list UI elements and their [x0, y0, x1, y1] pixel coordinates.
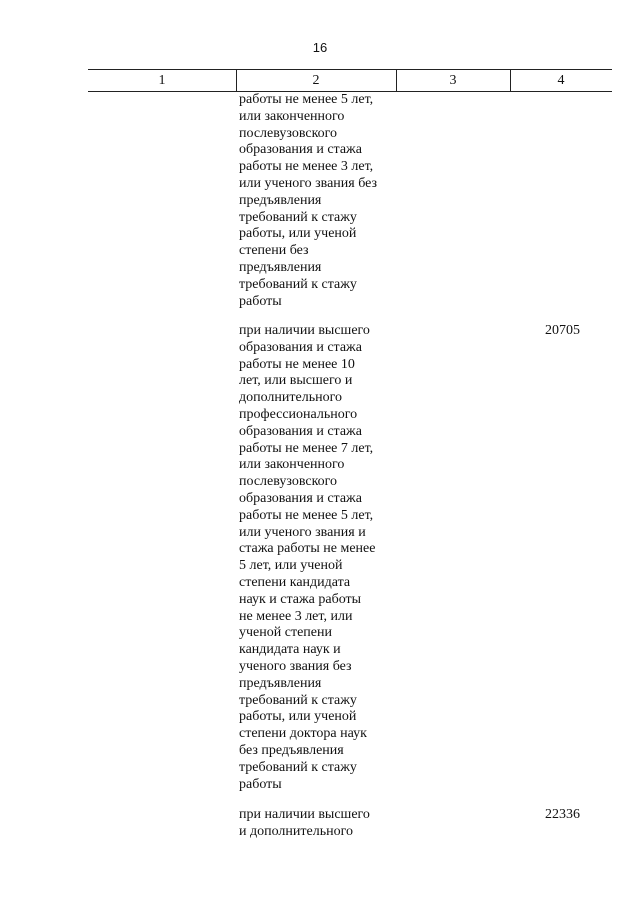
text-line: предъявления	[239, 675, 322, 691]
text-line: послевузовского	[239, 125, 338, 141]
text-line: работы	[239, 776, 282, 792]
qualification-text-3	[239, 807, 409, 841]
text-line: послевузовского	[239, 474, 338, 490]
text-line: работы не менее 5 лет,	[239, 507, 374, 523]
text-line: работы	[239, 293, 282, 309]
salary-amount-2: 22336	[545, 807, 580, 822]
text-line: требований к стажу	[239, 692, 357, 708]
text-line: степени без	[239, 243, 309, 259]
qualification-text-2	[239, 323, 409, 793]
qualification-text-1	[239, 92, 409, 310]
column-header-4: 4	[557, 73, 565, 88]
text-line: степени доктора наук	[239, 726, 367, 742]
salary-amount-1: 20705	[545, 323, 580, 338]
text-line: 5 лет, или ученой	[239, 558, 343, 574]
text-line: наук и стажа работы	[239, 591, 362, 607]
text-line: образования и стажа	[239, 339, 362, 355]
text-line: ученого звания без	[239, 658, 352, 674]
column-header-2: 2	[312, 73, 320, 88]
text-line: профессионального	[239, 406, 358, 422]
page-number: 16	[312, 40, 328, 55]
text-line: образования и стажа	[239, 142, 362, 158]
text-line: не менее 3 лет, или	[239, 608, 353, 624]
text-line: предъявления	[239, 259, 322, 275]
text-line: ученой степени	[239, 625, 332, 641]
text-line: работы не менее 3 лет,	[239, 159, 374, 175]
text-line: или ученого звания и	[239, 524, 366, 540]
text-line: работы, или ученой	[239, 226, 357, 242]
text-line: работы, или ученой	[239, 709, 357, 725]
text-line: и дополнительного	[239, 823, 353, 839]
text-line: требований к стажу	[239, 209, 357, 225]
text-line: работы не менее 5 лет,	[239, 92, 374, 107]
text-line: лет, или высшего и	[239, 373, 353, 389]
column-header-3: 3	[449, 73, 457, 88]
text-line: или законченного	[239, 457, 345, 473]
text-line: образования и стажа	[239, 490, 362, 506]
text-line: работы не менее 7 лет,	[239, 440, 374, 456]
text-line: при наличии высшего	[239, 807, 370, 822]
text-line: стажа работы не менее	[239, 541, 376, 557]
text-line: требований к стажу	[239, 276, 357, 292]
text-line: или ученого звания без	[239, 175, 378, 191]
text-line: при наличии высшего	[239, 323, 370, 338]
text-line: требований к стажу	[239, 759, 357, 775]
column-header-1: 1	[158, 73, 166, 88]
text-line: предъявления	[239, 192, 322, 208]
text-line: работы не менее 10	[239, 356, 355, 372]
text-line: или законченного	[239, 108, 345, 124]
text-line: без предъявления	[239, 742, 344, 758]
text-line: дополнительного	[239, 390, 342, 406]
text-line: кандидата наук и	[239, 642, 341, 658]
table-header	[88, 69, 612, 92]
text-line: образования и стажа	[239, 423, 362, 439]
text-line: степени кандидата	[239, 574, 351, 590]
